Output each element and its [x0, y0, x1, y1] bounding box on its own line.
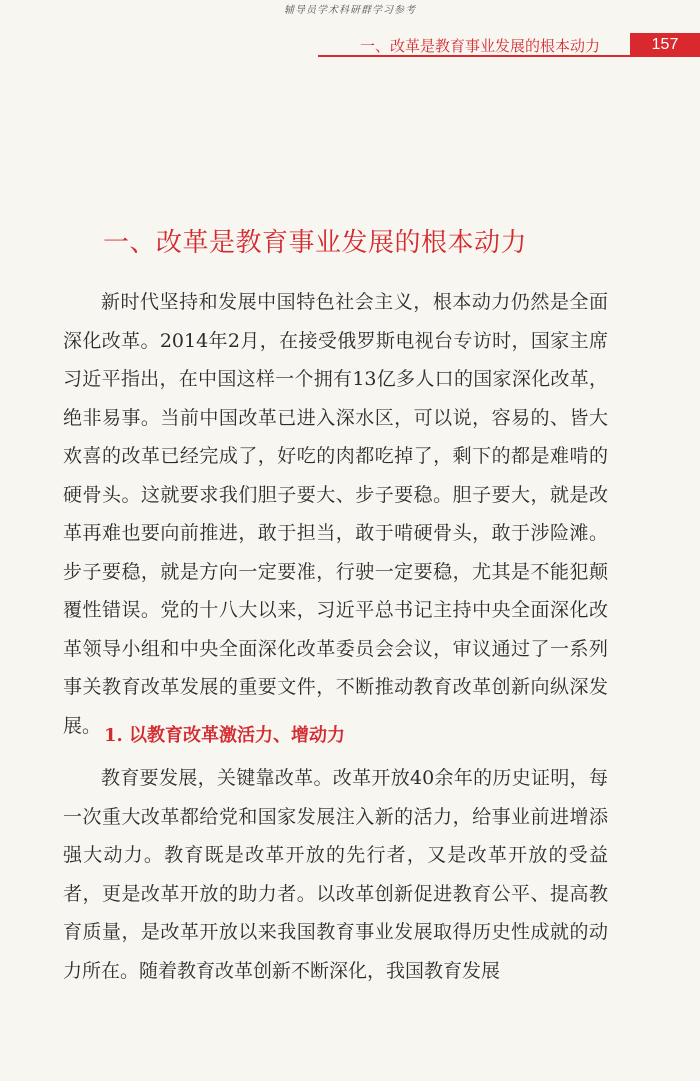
body-paragraph-1: 新时代坚持和发展中国特色社会主义，根本动力仍然是全面深化改革。2014年2月，在接受俄罗斯电视台专访时，国家主席习近平指出，在中国这样一个拥有13亿多人口的国家深化改革，绝非易事。当前中国改革已进入深水区，可以说，容易的、皆大欢喜的改革已经完成了，好吃的肉都吃掉了，剩下的都是难啃的硬骨头。这就要求我们胆子要大、步子要稳。胆子要大，就是改革再难也要向前推进，敢于担当，敢于啃硬骨头，敢于涉险滩。步子要稳，就是方向一定要准，行驶一定要稳，尤其是不能犯颠覆性错误。党的十八大以来，习近平总书记主持中央全面深化改革领导小组和中央全面深化改革委员会会议，审议通过了一系列事关教育改革发展的重要文件，不断推动教育改革创新向纵深发展。 [63, 291, 608, 737]
body-paragraph-2: 教育要发展，关键靠改革。改革开放40余年的历史证明，每一次重大改革都给党和国家发展注入新的活力，给事业前进增添强大动力。教育既是改革开放的先行者，又是改革开放的受益者，更是改革开放的助力者。以改革创新促进教育公平、提高教育质量，是改革开放以来我国教育事业发展取得历史性成就的动力所在。随着教育改革创新不断深化，我国教育发展 [63, 767, 608, 982]
page-number: 157 [630, 33, 700, 56]
running-header-title: 一、改革是教育事业发展的根本动力 [359, 37, 600, 55]
top-note: 辅导员学术科研群学习参考 [284, 5, 416, 16]
section-heading: 一、改革是教育事业发展的根本动力 [103, 228, 528, 258]
header-rule [318, 55, 700, 57]
sub-heading: 1. 以教育改革激活力、增动力 [104, 725, 346, 746]
